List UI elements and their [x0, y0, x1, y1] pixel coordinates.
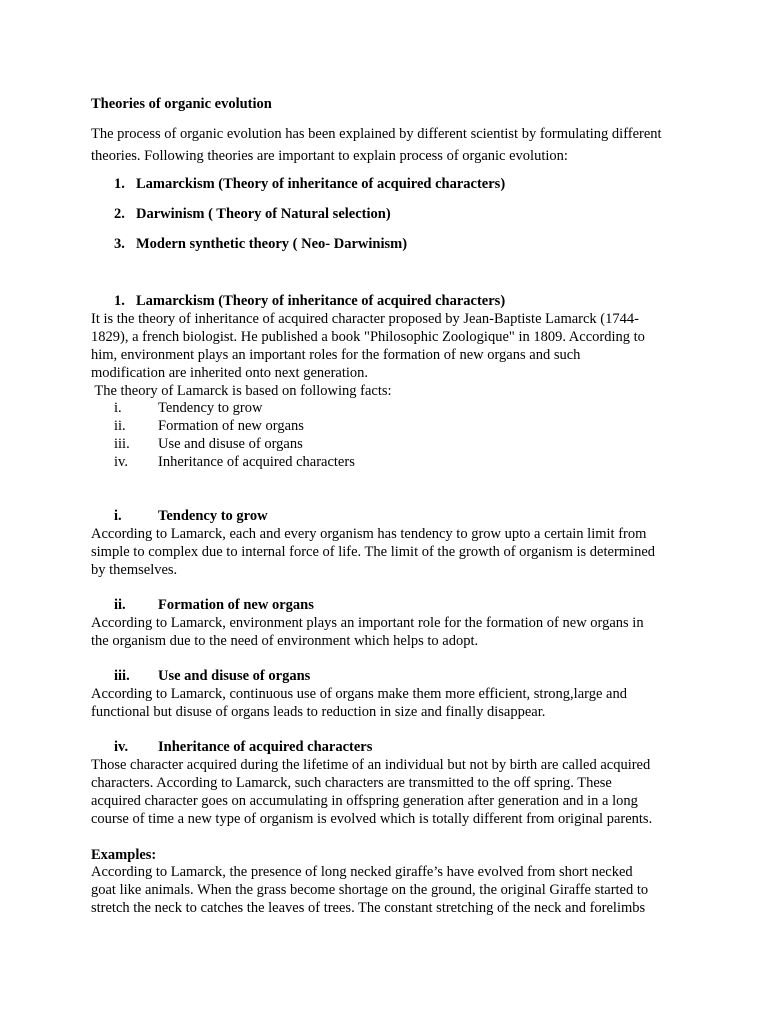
fact-number: ii.: [114, 418, 126, 434]
paragraph-line: The theory of Lamarck is based on following facts:: [91, 383, 392, 399]
section-heading-number: 1.: [114, 293, 125, 309]
intro-line: The process of organic evolution has been explained by different scientist by formulating different: [91, 126, 662, 142]
paragraph-line: course of time a new type of organism is evolved which is totally different from original parents.: [91, 811, 653, 827]
paragraph-line: stretch the neck to catches the leaves of trees. The constant stretching of the neck and forelimbs: [91, 900, 646, 916]
paragraph-line: functional but disuse of organs leads to reduction in size and finally disappear.: [91, 704, 546, 720]
subsection-number: iii.: [114, 668, 130, 684]
paragraph-line: Those character acquired during the lifetime of an individual but not by birth are called acquired: [91, 757, 651, 773]
list-item-number: 1.: [114, 176, 125, 192]
intro-line: theories. Following theories are important to explain process of organic evolution:: [91, 148, 568, 164]
paragraph-line: simple to complex due to internal force of life. The limit of the growth of organism is determined: [91, 544, 656, 560]
paragraph-line: acquired character goes on accumulating in offspring generation after generation and in a long: [91, 793, 638, 809]
subsection-heading: Formation of new organs: [158, 597, 314, 613]
page-title: Theories of organic evolution: [91, 96, 272, 112]
paragraph-line: According to Lamarck, continuous use of organs make them more efficient, strong,large and: [91, 686, 627, 702]
paragraph-line: goat like animals. When the grass become shortage on the ground, the original Giraffe started to: [91, 882, 649, 898]
section-heading: Lamarckism (Theory of inheritance of acquired characters): [136, 293, 506, 309]
list-item-theory: Lamarckism (Theory of inheritance of acquired characters): [136, 176, 506, 192]
paragraph-line: According to Lamarck, the presence of long necked giraffe’s have evolved from short necked: [91, 864, 633, 880]
examples-heading: Examples:: [91, 847, 157, 863]
fact-item: Inheritance of acquired characters: [158, 454, 355, 470]
paragraph-line: by themselves.: [91, 562, 178, 578]
paragraph-line: According to Lamarck, environment plays an important role for the formation of new organs in: [91, 615, 644, 631]
fact-item: Formation of new organs: [158, 418, 304, 434]
paragraph-line: According to Lamarck, each and every organism has tendency to grow upto a certain limit from: [91, 526, 647, 542]
subsection-number: ii.: [114, 597, 126, 613]
subsection-heading: Use and disuse of organs: [158, 668, 311, 684]
fact-item: Use and disuse of organs: [158, 436, 303, 452]
fact-number: iv.: [114, 454, 128, 470]
subsection-number: i.: [114, 508, 122, 524]
subsection-heading: Inheritance of acquired characters: [158, 739, 373, 755]
subsection-number: iv.: [114, 739, 129, 755]
paragraph-line: the organism due to the need of environment which helps to adopt.: [91, 633, 479, 649]
list-item-theory: Modern synthetic theory ( Neo- Darwinism): [136, 236, 408, 252]
paragraph-line: 1829), a french biologist. He published a book "Philosophic Zoologique" in 1809. According to: [91, 329, 645, 345]
fact-number: i.: [114, 400, 122, 416]
paragraph-line: characters. According to Lamarck, such characters are transmitted to the off spring. These: [91, 775, 612, 791]
list-item-theory: Darwinism ( Theory of Natural selection): [136, 206, 391, 222]
subsection-heading: Tendency to grow: [158, 508, 268, 524]
paragraph-line: It is the theory of inheritance of acquired character proposed by Jean-Baptiste Lamarck (1744-: [91, 311, 639, 327]
list-item-number: 2.: [114, 206, 125, 222]
paragraph-line: him, environment plays an important roles for the formation of new organs and such: [91, 347, 581, 363]
paragraph-line: modification are inherited onto next generation.: [91, 365, 369, 381]
fact-item: Tendency to grow: [158, 400, 263, 416]
list-item-number: 3.: [114, 236, 125, 252]
fact-number: iii.: [114, 436, 130, 452]
